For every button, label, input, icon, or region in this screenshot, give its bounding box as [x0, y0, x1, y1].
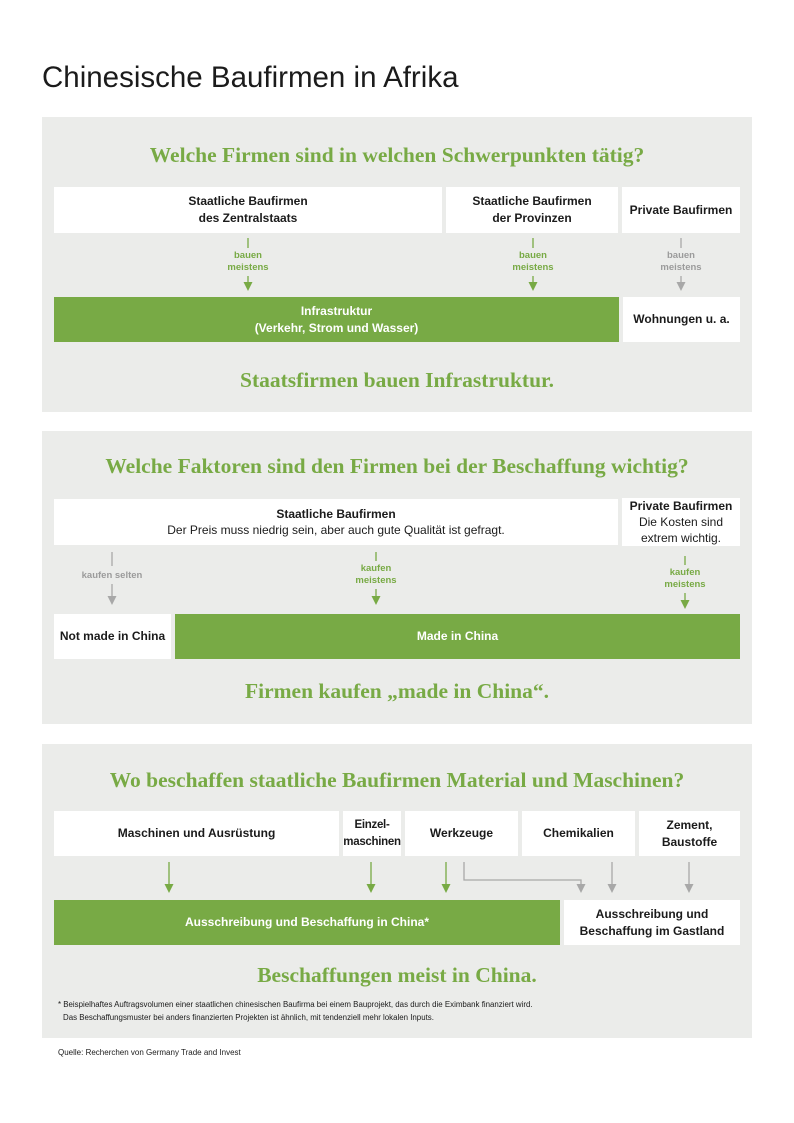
- firm-label-line: Private Baufirmen: [629, 202, 733, 217]
- arrow-label-line: kaufen: [360, 563, 392, 574]
- arrow-layer: [42, 744, 752, 1038]
- target-box-housing: [623, 297, 740, 342]
- panel-conclusion: Staatsfirmen bauen Infrastruktur.: [240, 368, 554, 392]
- arrow-label-line: bauen: [519, 250, 547, 261]
- arrow-label-line: meistens: [664, 579, 706, 590]
- arrow-elbow-connector: [464, 862, 581, 885]
- firm-name: Staatliche Baufirmen: [276, 507, 396, 521]
- arrow-label-line: meistens: [227, 262, 269, 273]
- arrow-label-line: kaufen selten: [81, 570, 143, 581]
- target-label-line: Not made in China: [59, 629, 166, 643]
- arrow-label-line: kaufen: [669, 567, 701, 578]
- arrow-label-line: bauen: [234, 250, 262, 261]
- panel-firm-focus: [42, 117, 752, 412]
- arrow-head-icon: [677, 282, 686, 291]
- footnote-line: Das Beschaffungsmuster bei anders finanzierten Projekten ist ähnlich, mit tendenziell mehr lokalen Inputs.: [63, 1013, 434, 1022]
- category-label-line: Werkzeuge: [429, 826, 494, 840]
- target-label-line: Ausschreibung und: [595, 906, 709, 921]
- arrow-head-icon: [685, 884, 694, 893]
- panel-heading: Welche Faktoren sind den Firmen bei der Beschaffung wichtig?: [105, 454, 689, 478]
- firm-description-line: Die Kosten sind: [638, 515, 724, 529]
- arrow-label-buys-mostly: [336, 563, 416, 587]
- footnote-line: * Beispielhaftes Auftragsvolumen einer staatlichen chinesischen Baufirma bei einem Bauprojekt, das durch die Eximbank finanziert wird.: [58, 1000, 533, 1009]
- page-title: Chinesische Baufirmen in Afrika: [42, 61, 459, 94]
- firm-label-line: des Zentralstaats: [198, 211, 298, 225]
- arrow-label-line: bauen: [667, 250, 695, 261]
- category-label-line: Maschinen und Ausrüstung: [117, 826, 276, 840]
- arrow-head-icon: [165, 884, 174, 893]
- firm-description-line: extrem wichtig.: [640, 531, 722, 545]
- firm-label-line: der Provinzen: [492, 211, 572, 225]
- target-label-line: (Verkehr, Strom und Wasser): [254, 320, 419, 335]
- arrow-label-buys-rarely: [72, 570, 152, 582]
- category-label-line: Zement,: [666, 817, 713, 832]
- arrow-head-icon: [372, 596, 381, 605]
- category-label-line: Chemikalien: [543, 826, 614, 840]
- footnote: [58, 998, 533, 1024]
- firm-label-line: Staatliche Baufirmen: [188, 194, 308, 208]
- target-label-line: Ausschreibung und Beschaffung in China*: [184, 915, 429, 929]
- source-note: Quelle: Recherchen von Germany Trade and Invest: [58, 1048, 241, 1057]
- category-label-line: maschinen: [343, 835, 401, 848]
- target-label-line: Beschaffung im Gastland: [579, 923, 725, 938]
- target-bar-infrastructure: [54, 297, 619, 342]
- firm-name: Private Baufirmen: [629, 499, 733, 513]
- arrow-label-line: meistens: [355, 575, 397, 586]
- panel-procurement-factors: [42, 431, 752, 724]
- arrow-label-builds-mostly: [208, 250, 288, 274]
- arrow-head-icon: [108, 596, 117, 605]
- panel-conclusion: Beschaffungen meist in China.: [257, 963, 537, 987]
- arrow-label-buys-mostly: [645, 567, 725, 591]
- category-label-line: Einzel-: [354, 818, 390, 831]
- arrow-head-icon: [367, 884, 376, 893]
- arrow-head-icon: [608, 884, 617, 893]
- target-label-line: Infrastruktur: [300, 303, 373, 318]
- target-bar-procurement-china: [54, 900, 560, 945]
- firm-label-line: Staatliche Baufirmen: [472, 194, 592, 208]
- arrow-head-icon: [577, 884, 586, 893]
- arrow-label-builds-mostly: [493, 250, 573, 274]
- category-label-line: Baustoffe: [661, 834, 718, 849]
- panel-conclusion: Firmen kaufen „made in China“.: [244, 679, 549, 703]
- firm-description-line: Der Preis muss niedrig sein, aber auch gute Qualität ist gefragt.: [167, 523, 505, 537]
- panel-material-sourcing: [42, 744, 752, 1038]
- target-bar-made-in-china: [175, 614, 740, 659]
- arrow-head-icon: [529, 282, 538, 291]
- arrow-label-line: meistens: [512, 262, 554, 273]
- target-box-procurement-host-country: [564, 900, 740, 945]
- panel-heading: Welche Firmen sind in welchen Schwerpunkten tätig?: [149, 143, 645, 167]
- arrow-label-line: meistens: [660, 262, 702, 273]
- arrow-head-icon: [442, 884, 451, 893]
- arrow-label-builds-mostly: [641, 250, 721, 274]
- target-label-line: Made in China: [416, 629, 499, 643]
- target-label-line: Wohnungen u. a.: [633, 312, 730, 326]
- panel-heading: Wo beschaffen staatliche Baufirmen Material und Maschinen?: [109, 768, 685, 792]
- target-box-not-made-in-china: [54, 614, 171, 659]
- arrow-head-icon: [681, 600, 690, 609]
- arrow-head-icon: [244, 282, 253, 291]
